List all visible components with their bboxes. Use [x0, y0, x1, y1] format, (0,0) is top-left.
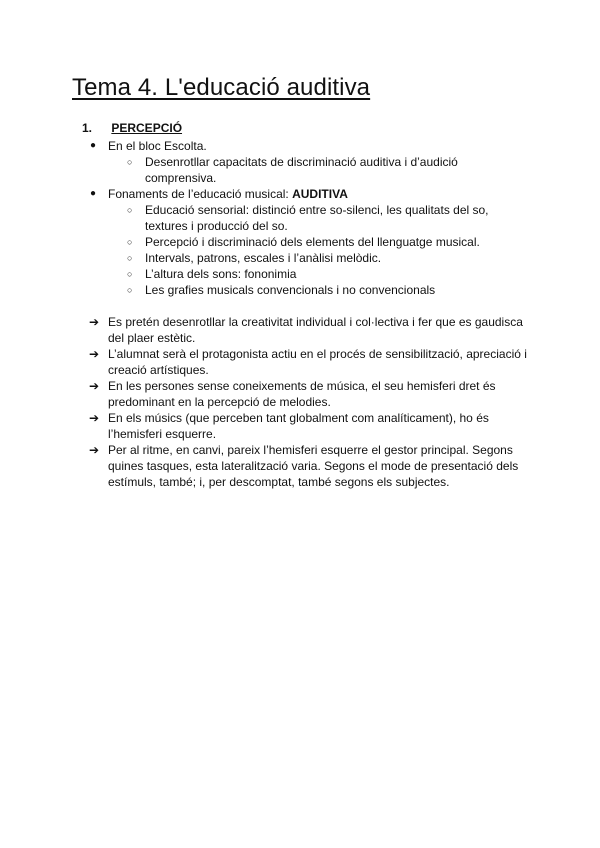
arrow-text: En les persones sense coneixements de música, el seu hemisferi dret és predominant en la percepció de melodies. — [108, 379, 496, 409]
arrow-icon: ➔ — [89, 379, 100, 393]
bullet-text: Fonaments de l’educació musical: — [108, 187, 293, 201]
sub-bullet-text: Percepció i discriminació dels elements del llenguatge musical. — [145, 235, 480, 249]
bullet-marker: ● — [90, 140, 97, 151]
sub-bullet-text: L’altura dels sons: fononimia — [145, 267, 297, 281]
bullet-bold-text: AUDITIVA — [292, 187, 348, 201]
arrow-text: Es pretén desenrotllar la creativitat individual i col·lectiva i fer que es gaudisca del plaer estètic. — [108, 315, 523, 345]
sub-bullet-marker: ○ — [127, 157, 133, 167]
bullet-item — [0, 186, 600, 202]
sub-bullet-marker: ○ — [127, 237, 133, 247]
section-heading — [82, 121, 182, 135]
arrow-text: Per al ritme, en canvi, pareix l’hemisferi esquerre el gestor principal. Segons quines tasques, esta lateralització varia. Segons el mode de presentació dels estímuls, també; i, per descomptat, també segons els subjectes. — [108, 443, 519, 489]
bullet-text: En el bloc Escolta. — [108, 139, 207, 153]
sub-bullet-text: Les grafies musicals convencionals i no convencionals — [145, 283, 436, 297]
sub-bullet-marker: ○ — [127, 205, 133, 215]
sub-bullet-item — [0, 250, 600, 266]
arrow-icon: ➔ — [89, 315, 100, 329]
sub-bullet-marker: ○ — [127, 285, 133, 295]
arrow-text: L’alumnat serà el protagonista actiu en el procés de sensibilització, apreciació i creació artístiques. — [108, 347, 527, 377]
arrow-icon: ➔ — [89, 347, 100, 361]
arrow-item — [0, 314, 600, 346]
page-title: Tema 4. L'educació auditiva — [72, 74, 371, 101]
bullet-item — [0, 138, 600, 154]
sub-bullet-item — [0, 266, 600, 282]
sub-bullet-text: Educació sensorial: distinció entre so-silenci, les qualitats del so, textures i producció del so. — [145, 203, 489, 233]
arrow-text: En els músics (que perceben tant globalment com analíticament), ho és l’hemisferi esquerre. — [108, 411, 489, 441]
sub-bullet-marker: ○ — [127, 253, 133, 263]
section-label: PERCEPCIÓ — [111, 121, 183, 135]
sub-bullet-marker: ○ — [127, 269, 133, 279]
sub-bullet-text: Desenrotllar capacitats de discriminació auditiva i d’audició comprensiva. — [145, 155, 458, 185]
sub-bullet-item — [0, 234, 600, 250]
sub-bullet-text: Intervals, patrons, escales i l’anàlisi melòdic. — [145, 251, 382, 265]
arrow-list — [0, 314, 600, 490]
section-number: 1. — [82, 121, 93, 135]
arrow-item — [0, 378, 600, 410]
sub-bullet-item — [0, 154, 600, 186]
sub-bullet-item — [0, 282, 600, 298]
arrow-item — [0, 410, 600, 442]
arrow-icon: ➔ — [89, 411, 100, 425]
arrow-icon: ➔ — [89, 443, 100, 457]
arrow-item — [0, 442, 600, 490]
bullet-marker: ● — [90, 188, 97, 199]
arrow-item — [0, 346, 600, 378]
sub-bullet-item — [0, 202, 600, 234]
content-body — [0, 138, 600, 490]
